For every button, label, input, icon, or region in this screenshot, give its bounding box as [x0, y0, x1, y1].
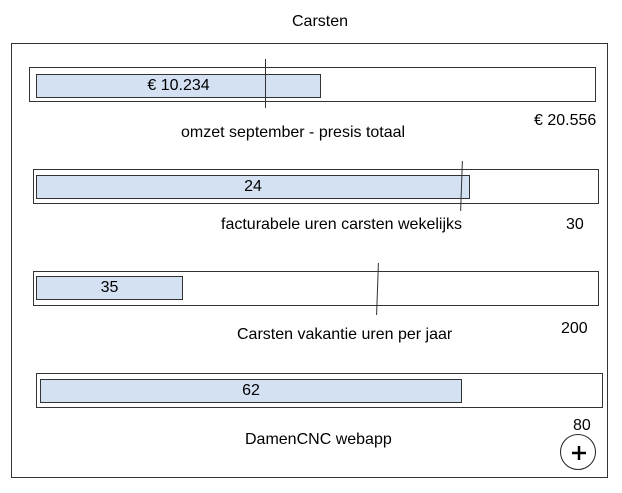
- goal-progress-fill: € 10.234: [36, 74, 321, 98]
- goals-panel: [11, 43, 608, 478]
- goal-progress-fill: 62: [40, 379, 462, 403]
- plus-icon: [561, 435, 597, 471]
- goal-max-label: 200: [561, 320, 588, 337]
- add-goal-button[interactable]: [560, 434, 596, 470]
- goal-target-marker: [265, 59, 266, 108]
- goal-progress-fill: 35: [36, 276, 183, 300]
- goal-progress-fill: 24: [36, 175, 470, 199]
- goal-caption: omzet september - presis totaal: [181, 124, 406, 141]
- goal-caption: facturabele uren carsten wekelijks: [221, 216, 463, 233]
- goal-max-label: 80: [573, 417, 591, 434]
- goal-max-label: 30: [566, 216, 584, 233]
- goal-caption: DamenCNC webapp: [245, 431, 392, 448]
- goal-caption: Carsten vakantie uren per jaar: [237, 326, 453, 343]
- page-title: Carsten: [291, 13, 349, 30]
- goal-max-label: € 20.556: [534, 112, 597, 129]
